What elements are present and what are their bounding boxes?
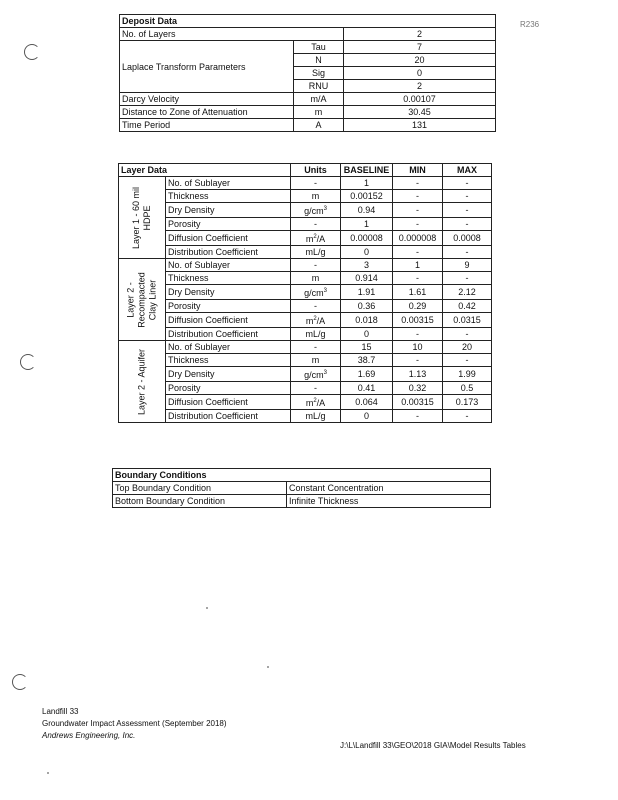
unit-text: g/cm: [304, 288, 324, 298]
layer-group-name: Layer 1 - 60 mil HDPE: [131, 186, 152, 249]
max-value: -: [443, 203, 492, 218]
layer-row: [119, 410, 492, 423]
max-header: MAX: [443, 164, 492, 177]
layer-row: [119, 272, 492, 285]
param-value: 20: [344, 54, 496, 67]
parameter-name: Porosity: [166, 218, 291, 231]
unit-text: g/cm: [304, 370, 324, 380]
layer-data-title: Layer Data: [119, 164, 291, 177]
unit-cell: [291, 341, 341, 354]
time-label: Time Period: [120, 119, 294, 132]
unit-text: m: [305, 398, 314, 408]
max-value: -: [443, 218, 492, 231]
unit-text: mL/g: [305, 247, 326, 257]
baseline-value: 15: [341, 341, 393, 354]
parameter-name: Distribution Coefficient: [166, 246, 291, 259]
unit-cell: [291, 259, 341, 272]
unit-cell: [291, 203, 341, 218]
unit-tail: /A: [316, 234, 326, 244]
darcy-unit: m/A: [294, 93, 344, 106]
unit-text: -: [314, 178, 317, 188]
unit-cell: [291, 328, 341, 341]
max-value: 20: [443, 341, 492, 354]
unit-text: m: [305, 234, 314, 244]
parameter-name: Dry Density: [166, 367, 291, 382]
unit-text: -: [314, 383, 317, 393]
baseline-value: 0.914: [341, 272, 393, 285]
baseline-value: 0.00008: [341, 231, 393, 246]
unit-superscript: 3: [323, 206, 327, 212]
unit-text: m: [311, 273, 320, 283]
baseline-value: 0.41: [341, 382, 393, 395]
layer-row: [119, 367, 492, 382]
min-value: 0.29: [393, 300, 443, 313]
unit-text: mL/g: [305, 411, 326, 421]
time-value: 131: [344, 119, 496, 132]
baseline-value: 3: [341, 259, 393, 272]
scan-speck: [267, 666, 269, 668]
max-value: -: [443, 177, 492, 190]
scan-speck: [206, 607, 208, 609]
layer-row: [119, 300, 492, 313]
unit-cell: [291, 285, 341, 300]
unit-text: mL/g: [305, 329, 326, 339]
unit-text: -: [314, 301, 317, 311]
footer-company: Andrews Engineering, Inc.: [42, 731, 136, 740]
param-name: RNU: [294, 80, 344, 93]
parameter-name: Diffusion Coefficient: [166, 395, 291, 410]
binder-hole-top: [24, 44, 40, 60]
top-boundary-value: Constant Concentration: [287, 482, 491, 495]
max-value: 0.5: [443, 382, 492, 395]
max-value: -: [443, 354, 492, 367]
parameter-name: Diffusion Coefficient: [166, 313, 291, 328]
unit-cell: [291, 367, 341, 382]
unit-cell: [291, 231, 341, 246]
max-value: -: [443, 272, 492, 285]
scan-speck: [47, 772, 49, 774]
unit-text: -: [314, 342, 317, 352]
top-boundary-label: Top Boundary Condition: [113, 482, 287, 495]
footer-file-path: J:\L\Landfill 33\GEO\2018 GIA\Model Results Tables: [340, 741, 526, 750]
unit-superscript: 3: [323, 288, 327, 294]
min-value: 0.000008: [393, 231, 443, 246]
unit-text: m: [311, 191, 320, 201]
page-number: R236: [520, 20, 540, 29]
max-value: 0.173: [443, 395, 492, 410]
min-value: 1.13: [393, 367, 443, 382]
layer-group-label: [119, 259, 166, 341]
parameter-name: Dry Density: [166, 203, 291, 218]
unit-text: -: [314, 260, 317, 270]
unit-text: -: [314, 219, 317, 229]
layer-row: [119, 231, 492, 246]
footer-report: Groundwater Impact Assessment (September 2018): [42, 719, 227, 728]
unit-text: m: [311, 355, 320, 365]
max-value: 0.0315: [443, 313, 492, 328]
unit-cell: [291, 246, 341, 259]
bottom-boundary-value: Infinite Thickness: [287, 495, 491, 508]
min-value: -: [393, 218, 443, 231]
unit-text: g/cm: [304, 206, 324, 216]
min-value: 0.00315: [393, 313, 443, 328]
unit-superscript: 3: [323, 370, 327, 376]
layers-value: 2: [344, 28, 496, 41]
param-name: Tau: [294, 41, 344, 54]
layer-row: [119, 177, 492, 190]
unit-cell: [291, 395, 341, 410]
max-value: 9: [443, 259, 492, 272]
baseline-header: BASELINE: [341, 164, 393, 177]
baseline-value: 0: [341, 410, 393, 423]
footer-left: [42, 706, 227, 742]
min-value: -: [393, 328, 443, 341]
param-value: 0: [344, 67, 496, 80]
distance-value: 30.45: [344, 106, 496, 119]
parameter-name: No. of Sublayer: [166, 177, 291, 190]
parameter-name: No. of Sublayer: [166, 341, 291, 354]
min-header: MIN: [393, 164, 443, 177]
parameter-name: Diffusion Coefficient: [166, 231, 291, 246]
unit-cell: [291, 313, 341, 328]
parameter-name: Porosity: [166, 382, 291, 395]
unit-cell: [291, 382, 341, 395]
param-name: Sig: [294, 67, 344, 80]
baseline-value: 1.69: [341, 367, 393, 382]
darcy-label: Darcy Velocity: [120, 93, 294, 106]
param-value: 2: [344, 80, 496, 93]
param-name: N: [294, 54, 344, 67]
layer-row: [119, 190, 492, 203]
parameter-name: Thickness: [166, 272, 291, 285]
layer-group-label: [119, 341, 166, 423]
layer-group-name: Layer 2 - Aquifer: [136, 348, 147, 415]
min-value: -: [393, 177, 443, 190]
binder-hole-bottom: [12, 674, 28, 690]
baseline-value: 0: [341, 246, 393, 259]
min-value: 0.32: [393, 382, 443, 395]
unit-cell: [291, 410, 341, 423]
layer-group-label: [119, 177, 166, 259]
min-value: -: [393, 203, 443, 218]
max-value: -: [443, 410, 492, 423]
min-value: -: [393, 410, 443, 423]
max-value: 1.99: [443, 367, 492, 382]
parameter-name: Distribution Coefficient: [166, 328, 291, 341]
bottom-boundary-label: Bottom Boundary Condition: [113, 495, 287, 508]
unit-cell: [291, 300, 341, 313]
parameter-name: No. of Sublayer: [166, 259, 291, 272]
param-value: 7: [344, 41, 496, 54]
unit-cell: [291, 354, 341, 367]
laplace-label: Laplace Transform Parameters: [120, 41, 294, 93]
layer-data-table: [118, 163, 492, 423]
boundary-conditions-table: [112, 468, 491, 508]
min-value: -: [393, 272, 443, 285]
baseline-value: 0.94: [341, 203, 393, 218]
layer-row: [119, 246, 492, 259]
min-value: -: [393, 246, 443, 259]
binder-hole-middle: [20, 354, 36, 370]
deposit-data-table: [119, 14, 496, 132]
min-value: -: [393, 190, 443, 203]
deposit-title: Deposit Data: [120, 15, 496, 28]
min-value: 0.00315: [393, 395, 443, 410]
parameter-name: Thickness: [166, 354, 291, 367]
units-header: Units: [291, 164, 341, 177]
parameter-name: Distribution Coefficient: [166, 410, 291, 423]
baseline-value: 0.018: [341, 313, 393, 328]
layer-row: [119, 328, 492, 341]
layer-row: [119, 382, 492, 395]
layer-row: [119, 313, 492, 328]
baseline-value: 0.064: [341, 395, 393, 410]
layer-row: [119, 341, 492, 354]
max-value: -: [443, 246, 492, 259]
baseline-value: 1: [341, 177, 393, 190]
max-value: 0.0008: [443, 231, 492, 246]
unit-cell: [291, 272, 341, 285]
max-value: -: [443, 328, 492, 341]
layer-row: [119, 218, 492, 231]
layer-group-name: Layer 2 - Recompacted Clay Liner: [125, 271, 158, 328]
layer-row: [119, 203, 492, 218]
unit-cell: [291, 177, 341, 190]
baseline-value: 0.36: [341, 300, 393, 313]
parameter-name: Thickness: [166, 190, 291, 203]
max-value: -: [443, 190, 492, 203]
unit-cell: [291, 190, 341, 203]
layer-row: [119, 259, 492, 272]
unit-cell: [291, 218, 341, 231]
baseline-value: 1: [341, 218, 393, 231]
layer-row: [119, 395, 492, 410]
baseline-value: 1.91: [341, 285, 393, 300]
time-unit: A: [294, 119, 344, 132]
baseline-value: 38.7: [341, 354, 393, 367]
unit-superscript: 2: [313, 316, 317, 322]
unit-text: m: [305, 316, 314, 326]
min-value: 1.61: [393, 285, 443, 300]
unit-tail: /A: [316, 398, 326, 408]
parameter-name: Porosity: [166, 300, 291, 313]
darcy-value: 0.00107: [344, 93, 496, 106]
layer-row: [119, 354, 492, 367]
min-value: -: [393, 354, 443, 367]
distance-unit: m: [294, 106, 344, 119]
max-value: 2.12: [443, 285, 492, 300]
max-value: 0.42: [443, 300, 492, 313]
baseline-value: 0: [341, 328, 393, 341]
unit-tail: /A: [316, 316, 326, 326]
baseline-value: 0.00152: [341, 190, 393, 203]
min-value: 1: [393, 259, 443, 272]
footer-project: Landfill 33: [42, 707, 79, 716]
unit-superscript: 2: [313, 234, 317, 240]
layer-row: [119, 285, 492, 300]
parameter-name: Dry Density: [166, 285, 291, 300]
min-value: 10: [393, 341, 443, 354]
distance-label: Distance to Zone of Attenuation: [120, 106, 294, 119]
layers-label: No. of Layers: [120, 28, 344, 41]
unit-superscript: 2: [313, 398, 317, 404]
boundary-title: Boundary Conditions: [113, 469, 491, 482]
